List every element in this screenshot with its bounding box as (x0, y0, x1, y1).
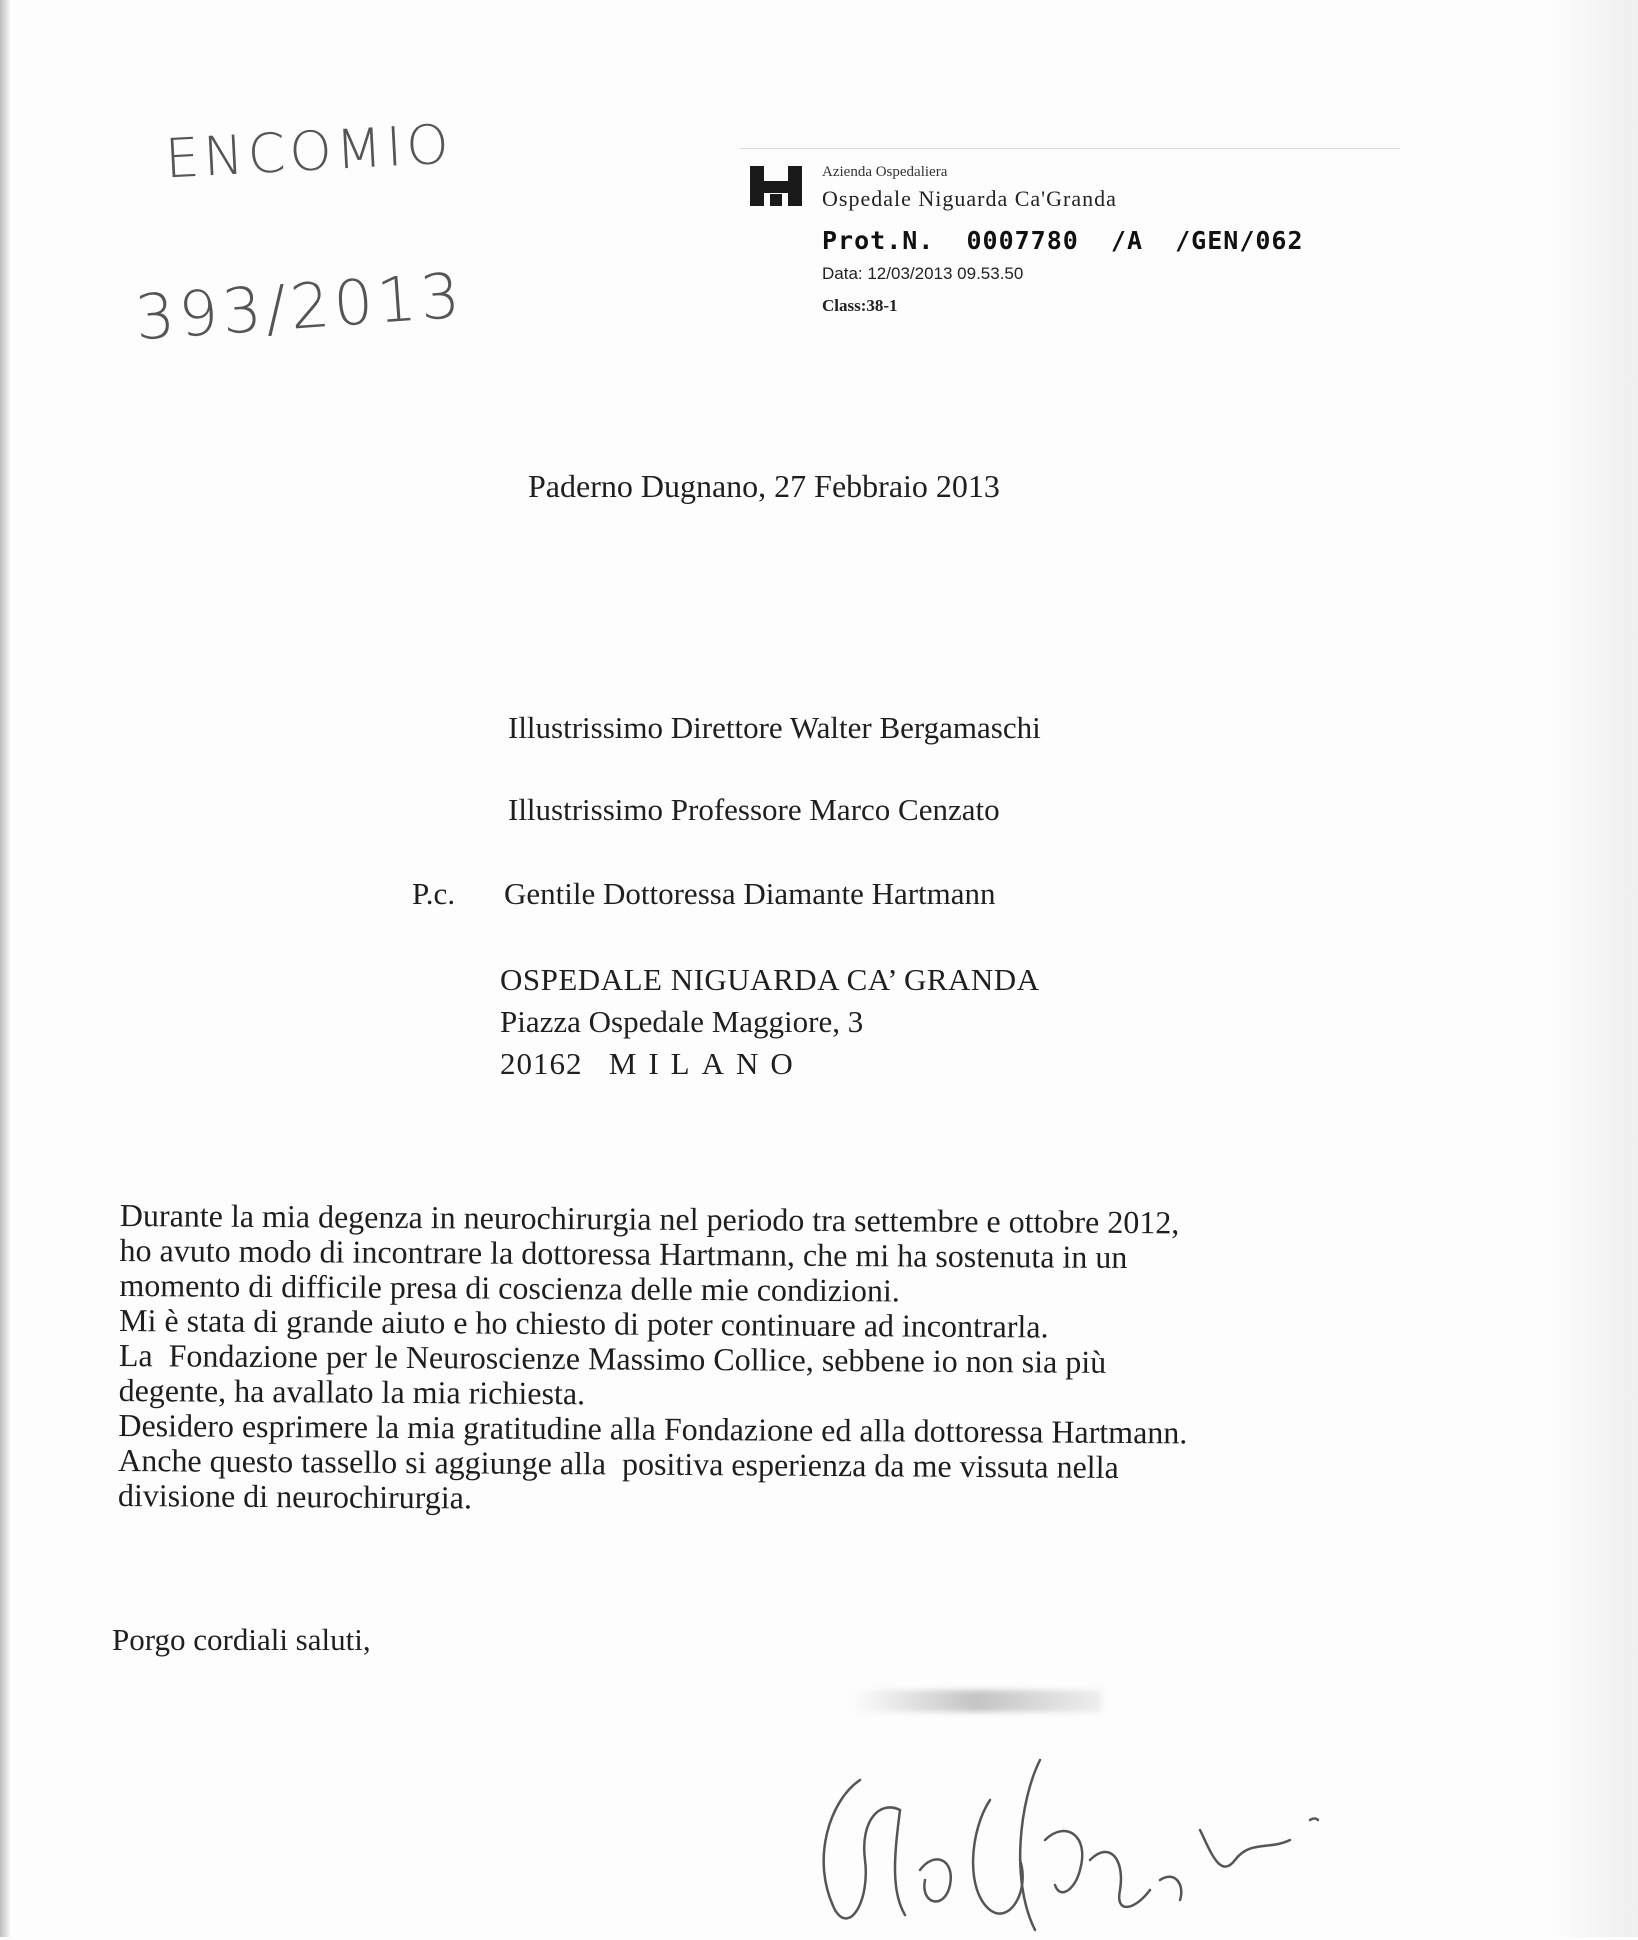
stamp-protocol-number: Prot.N. 0007780 /A /GEN/062 (822, 226, 1304, 255)
address-postal-code: 20162 (500, 1046, 583, 1081)
letter-place-date: Paderno Dugnano, 27 Febbraio 2013 (528, 468, 1000, 504)
address-city: MILANO (608, 1046, 805, 1081)
letter-body (118, 1198, 1370, 1522)
hospital-logo-icon (750, 164, 812, 208)
stamp-rule (740, 148, 1400, 149)
body-line: La Fondazione per le Neuroscienze Massimo Collice, sebbene io non sia più (118, 1336, 1107, 1380)
page-edge (0, 0, 10, 1937)
stamp-hospital: Ospedale Niguarda Ca'Granda (822, 186, 1117, 211)
body-line: Durante la mia degenza in neurochirurgia nel periodo tra settembre e ottobre 2012, (119, 1197, 1180, 1241)
recipient-professor: Illustrissimo Professore Marco Cenzato (508, 792, 1000, 827)
stamp-date: Data: 12/03/2013 09.53.50 (822, 264, 1024, 283)
handwritten-number: 393/2013 (132, 258, 467, 355)
body-line: Desidero esprimere la mia gratitudine alla Fondazione ed alla dottoressa Hartmann. (118, 1406, 1188, 1451)
handwritten-title: ENCOMIO (163, 112, 455, 191)
recipient-director: Illustrissimo Direttore Walter Bergamaschi (508, 710, 1041, 745)
address-name: OSPEDALE NIGUARDA CA’ GRANDA (500, 962, 1040, 997)
redacted-name (852, 1690, 1102, 1712)
body-line: momento di difficile presa di coscienza delle mie condizioni. (119, 1266, 900, 1309)
address-street: Piazza Ospedale Maggiore, 3 (500, 1004, 864, 1039)
cc-label: P.c. (412, 876, 456, 911)
protocol-stamp (740, 160, 1400, 340)
cc-recipient: Gentile Dottoressa Diamante Hartmann (504, 876, 996, 911)
body-line: degente, ha avallato la mia richiesta. (118, 1371, 586, 1412)
address-city-line (500, 1046, 805, 1082)
stamp-organization: Azienda Ospedaliera (822, 164, 948, 180)
body-line: Mi è stata di grande aiuto e ho chiesto di poter continuare ad incontrarla. (119, 1301, 1049, 1345)
body-line: divisione di neurochirurgia. (117, 1476, 473, 1516)
page-shadow (1548, 0, 1638, 1937)
body-line: ho avuto modo di incontrare la dottoressa Hartmann, che mi ha sostenuta in un (119, 1231, 1128, 1276)
letter-closing: Porgo cordiali saluti, (112, 1622, 371, 1657)
stamp-class: Class:38-1 (822, 296, 898, 315)
signature-icon (790, 1740, 1390, 1940)
body-line: Anche questo tassello si aggiunge alla positiva esperienza da me vissuta nella (118, 1441, 1119, 1485)
